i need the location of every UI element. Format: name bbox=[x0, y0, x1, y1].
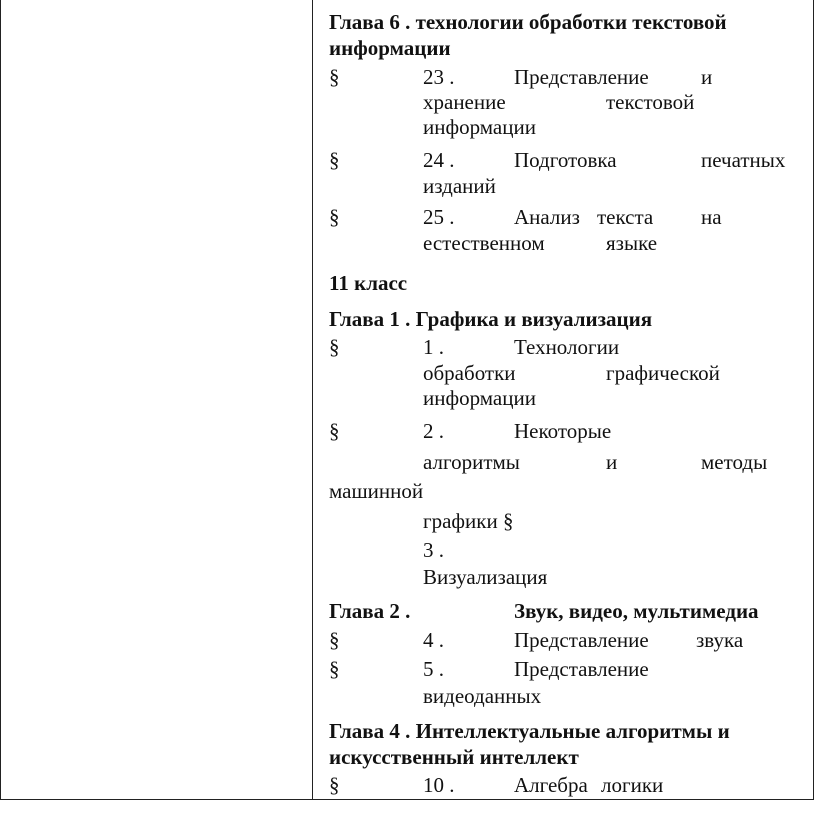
section-5-word: видеоданных bbox=[423, 684, 542, 708]
section-3-word: Визуализация bbox=[423, 565, 548, 589]
section-24-word: печатных bbox=[701, 148, 786, 172]
section-25-word: Анализ bbox=[514, 205, 580, 229]
section-25-word: текста bbox=[597, 205, 654, 229]
chapter-4-title-line-2: искусственный интеллект bbox=[329, 745, 579, 769]
section-mark: § bbox=[329, 148, 340, 172]
section-1-word: информации bbox=[423, 386, 536, 410]
section-3-number: 3 . bbox=[423, 538, 444, 562]
section-4-word: звука bbox=[696, 628, 744, 652]
section-23-number: 23 . bbox=[423, 65, 455, 89]
section-10-word: логики bbox=[601, 773, 664, 797]
section-23-word: Представление bbox=[514, 65, 649, 89]
chapter-2-title-name: Звук, видео, мультимедиа bbox=[514, 599, 759, 623]
section-10-number: 10 . bbox=[423, 773, 455, 797]
section-2-word: методы bbox=[701, 450, 768, 474]
section-mark: § bbox=[329, 657, 340, 681]
section-2-word: алгоритмы bbox=[423, 450, 520, 474]
section-1-word: графической bbox=[606, 361, 720, 385]
left-empty-cell bbox=[1, 0, 312, 800]
section-mark: § bbox=[329, 65, 340, 89]
section-mark: § bbox=[329, 628, 340, 652]
section-5-number: 5 . bbox=[423, 657, 444, 681]
section-10-word: Алгебра bbox=[514, 773, 588, 797]
section-2-word: и bbox=[606, 450, 618, 474]
chapter-4-title-line-1: Глава 4 . Интеллектуальные алгоритмы и bbox=[329, 719, 730, 743]
chapter-6-title-line-1: Глава 6 . технологии обработки текстовой bbox=[329, 10, 727, 34]
contents-cell bbox=[313, 0, 813, 800]
section-25-word: естественном bbox=[423, 231, 545, 255]
section-mark: § bbox=[329, 335, 340, 359]
section-mark: § bbox=[329, 419, 340, 443]
section-23-word: хранение bbox=[423, 90, 506, 114]
section-4-word: Представление bbox=[514, 628, 649, 652]
grade-heading: 11 класс bbox=[329, 271, 408, 295]
section-1-word: обработки bbox=[423, 361, 516, 385]
section-1-number: 1 . bbox=[423, 335, 444, 359]
section-25-word: на bbox=[701, 205, 722, 229]
section-24-number: 24 . bbox=[423, 148, 455, 172]
section-2-number: 2 . bbox=[423, 419, 444, 443]
section-24-word: изданий bbox=[423, 174, 496, 198]
chapter-2-title-prefix: Глава 2 . bbox=[329, 599, 411, 623]
section-1-word: Технологии bbox=[514, 335, 620, 359]
section-25-word: языке bbox=[606, 231, 658, 255]
section-2-word: графики § bbox=[423, 509, 514, 533]
section-2-word: машинной bbox=[329, 479, 424, 503]
section-mark: § bbox=[329, 773, 340, 797]
section-mark: § bbox=[329, 205, 340, 229]
section-24-word: Подготовка bbox=[514, 148, 617, 172]
chapter-6-title-line-2: информации bbox=[329, 36, 451, 60]
section-23-word: и bbox=[701, 65, 713, 89]
section-23-word: информации bbox=[423, 115, 536, 139]
section-4-number: 4 . bbox=[423, 628, 444, 652]
section-25-number: 25 . bbox=[423, 205, 455, 229]
section-5-word: Представление bbox=[514, 657, 649, 681]
chapter-1-title: Глава 1 . Графика и визуализация bbox=[329, 307, 653, 331]
section-2-word: Некоторые bbox=[514, 419, 612, 443]
section-23-word: текстовой bbox=[606, 90, 695, 114]
